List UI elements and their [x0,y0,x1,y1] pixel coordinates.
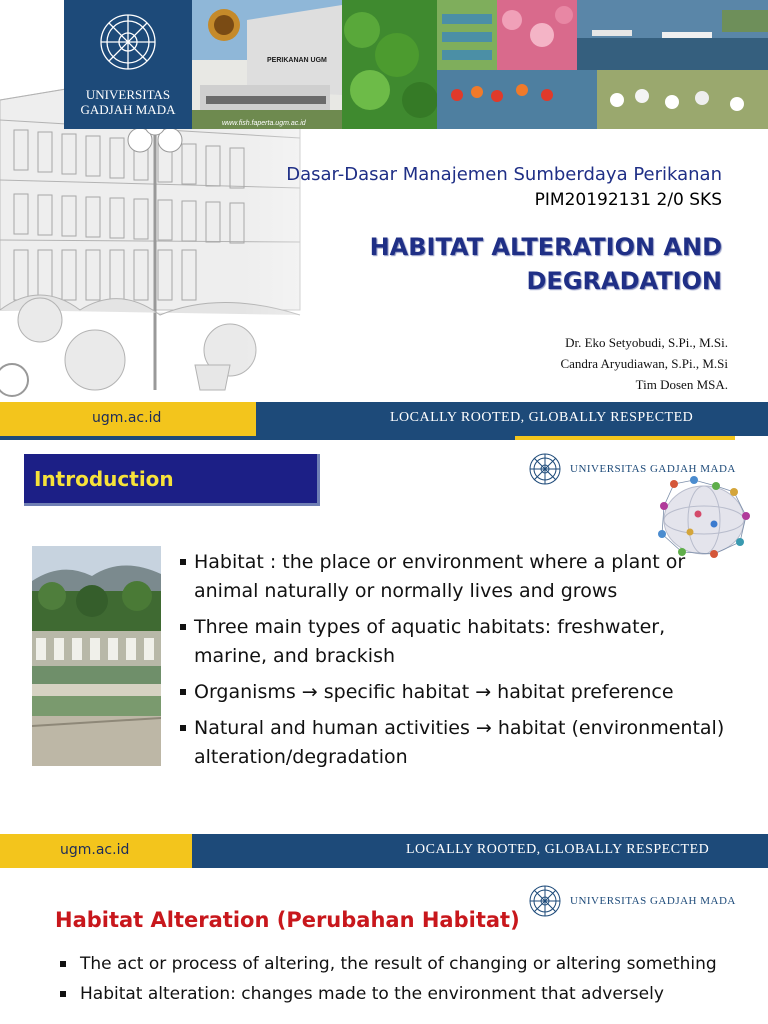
title-slide [0,0,768,440]
dam-photo [32,546,161,766]
introduction-bullet-list [178,548,738,779]
slide-footer [0,402,768,436]
footer-url[interactable]: ugm.ac.id [92,410,162,426]
introduction-heading-box [24,454,320,506]
introduction-heading: Introduction [34,467,174,491]
title-line-1: HABITAT ALTERATION AND [369,233,722,261]
ugm-seal-icon [528,884,562,918]
author-name: Tim Dosen MSA. [635,377,728,392]
photo-collage-banner [192,0,768,129]
habitat-alteration-bullet-list [58,952,718,1012]
footer-slogan: LOCALLY ROOTED, GLOBALLY RESPECTED [406,842,710,857]
ugm-seal-icon [528,452,562,486]
svg-text:PERIKANAN UGM: PERIKANAN UGM [267,57,327,64]
list-item: Organisms → specific habitat → habitat preference [178,678,738,707]
habitat-alteration-heading: Habitat Alteration (Perubahan Habitat) [55,908,520,932]
list-item: Three main types of aquatic habitats: freshwater, marine, and brackish [178,613,738,671]
svg-text:UNIVERSITAS: UNIVERSITAS [85,87,171,102]
list-item: Habitat alteration: changes made to the environment that adversely [58,982,718,1006]
website-caption: www.fish.faperta.ugm.ac.id [222,120,306,127]
footer-url[interactable]: ugm.ac.id [60,842,130,858]
svg-text:GADJAH MADA: GADJAH MADA [80,102,176,117]
course-code: PIM20192131 2/0 SKS [534,190,722,210]
ugm-header-label: UNIVERSITAS GADJAH MADA [570,463,736,475]
slide-footer [0,834,768,868]
list-item: The act or process of altering, the result of changing or altering something [58,952,718,976]
title-line-2: DEGRADATION [526,267,722,295]
list-item: Natural and human activities → habitat (environmental) alteration/degradation [178,714,738,772]
presentation-title [302,230,722,298]
list-item: Habitat : the place or environment where a plant or animal naturally or normally lives and grows [178,548,738,606]
author-name: Dr. Eko Setyobudi, S.Pi., M.Si. [565,335,728,350]
course-title: Dasar-Dasar Manajemen Sumberdaya Perikanan [286,164,722,185]
ugm-logo-block [64,0,192,129]
author-name: Candra Aryudiawan, S.Pi., M.Si [560,356,728,371]
footer-slogan: LOCALLY ROOTED, GLOBALLY RESPECTED [390,410,694,425]
globe-network-icon [654,476,752,558]
ugm-header-label: UNIVERSITAS GADJAH MADA [570,895,736,907]
ugm-seal-icon [64,0,192,129]
introduction-slide [0,440,768,872]
author-list [560,332,728,395]
fisheries-photo-collage [192,0,768,129]
ugm-header-logo [528,884,736,918]
habitat-alteration-slide [0,872,768,1024]
